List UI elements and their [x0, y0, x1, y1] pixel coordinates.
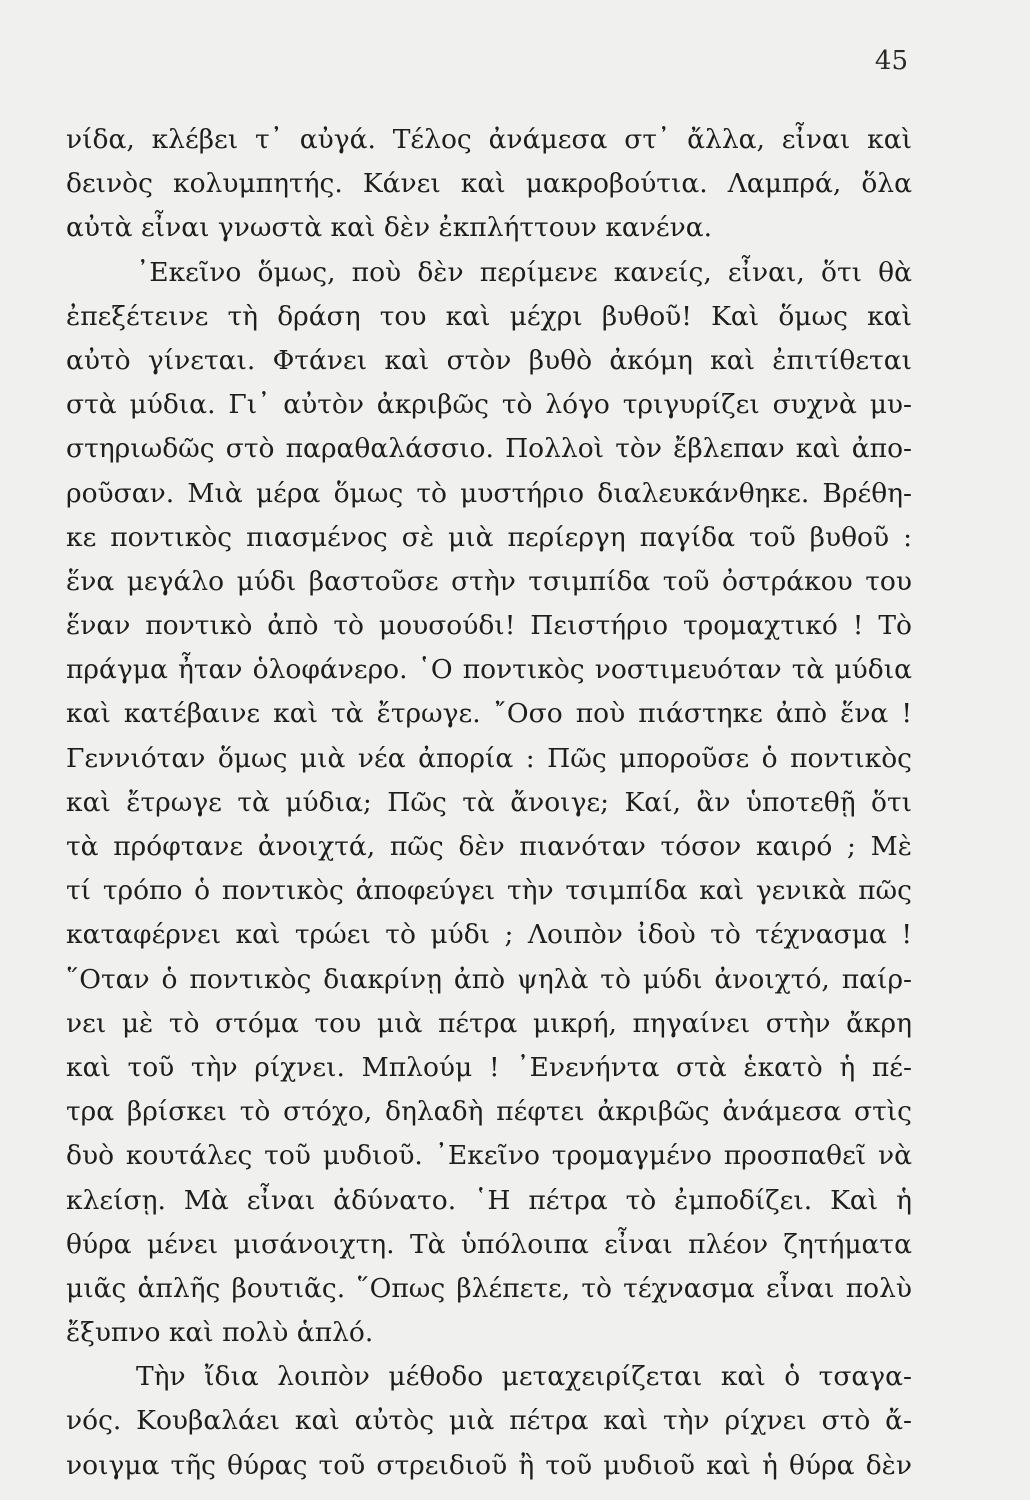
text-line: θύρα μένει μισάνοιχτη. Τὰ ὑπόλοιπα εἶναι πλέον ζητήματα	[66, 1228, 912, 1260]
text-line: μιᾶς ἁπλῆς βουτιᾶς. ῞Οπως βλέπετε, τὸ τέχνασμα εἶναι πολὺ	[66, 1272, 912, 1304]
text-line: Γεννιόταν ὅμως μιὰ νέα ἀπορία : Πῶς μποροῦσε ὁ ποντικὸς	[66, 742, 912, 774]
text-line: νός. Κουβαλάει καὶ αὐτὸς μιὰ πέτρα καὶ τὴν ρίχνει στὸ ἄ-	[66, 1405, 912, 1437]
text-line: καὶ κατέβαινε καὶ τὰ ἔτρωγε. ῎Οσο ποὺ πιάστηκε ἀπὸ ἕνα !	[66, 698, 912, 730]
text-line: τί τρόπο ὁ ποντικὸς ἀποφεύγει τὴν τσιμπίδα καὶ γενικὰ πῶς	[66, 875, 912, 907]
text-line: καταφέρνει καὶ τρώει τὸ μύδι ; Λοιπὸν ἰδοὺ τὸ τέχνασμα !	[66, 919, 912, 951]
text-line: ῞Οταν ὁ ποντικὸς διακρίνῃ ἀπὸ ψηλὰ τὸ μύδι ἀνοιχτό, παίρ-	[66, 963, 912, 995]
text-line: Τὴν ἴδια λοιπὸν μέθοδο μεταχειρίζεται καὶ ὁ τσαγα-	[136, 1361, 912, 1393]
text-line: καὶ ἔτρωγε τὰ μύδια; Πῶς τὰ ἄνοιγε; Καί, ἂν ὑποτεθῇ ὅτι	[66, 786, 912, 818]
text-line: ἕνα μεγάλο μύδι βαστοῦσε στὴν τσιμπίδα τοῦ ὀστράκου του	[66, 565, 912, 597]
text-line: αὐτὸ γίνεται. Φτάνει καὶ στὸν βυθὸ ἀκόμη καὶ ἐπιτίθεται	[66, 344, 912, 376]
text-line: δεινὸς κολυμπητής. Κάνει καὶ μακροβούτια. Λαμπρά, ὅλα	[66, 168, 912, 200]
text-line: πράγμα ἦταν ὁλοφάνερο. ῾Ο ποντικὸς νοστιμευόταν τὰ μύδια	[66, 654, 912, 686]
text-line: ᾽Εκεῖνο ὅμως, ποὺ δὲν περίμενε κανείς, εἶναι, ὅτι θὰ	[136, 256, 912, 288]
text-line: ἐπεξέτεινε τὴ δράση του καὶ μέχρι βυθοῦ! Καὶ ὅμως καὶ	[66, 300, 912, 332]
text-line: τρα βρίσκει τὸ στόχο, δηλαδὴ πέφτει ἀκριβῶς ἀνάμεσα στὶς	[66, 1096, 912, 1128]
text-line: τὰ πρόφτανε ἀνοιχτά, πῶς δὲν πιανόταν τόσον καιρό ; Μὲ	[66, 831, 912, 862]
text-line: νοιγμα τῆς θύρας τοῦ στρειδιοῦ ἢ τοῦ μυδιοῦ καὶ ἡ θύρα δὲν	[66, 1449, 912, 1481]
text-line: ἔξυπνο καὶ πολὺ ἁπλό.	[66, 1317, 374, 1349]
text-line: ἕναν ποντικὸ ἀπὸ τὸ μουσούδι! Πειστήριο τρομαχτικό ! Τὸ	[66, 610, 912, 642]
page-number: 45	[874, 46, 908, 76]
text-line: κε ποντικὸς πιασμένος σὲ μιὰ περίεργη παγίδα τοῦ βυθοῦ :	[66, 521, 912, 553]
text-line: στηριωδῶς στὸ παραθαλάσσιο. Πολλοὶ τὸν ἔβλεπαν καὶ ἀπο-	[66, 433, 912, 465]
text-line: κλείσῃ. Μὰ εἶναι ἀδύνατο. ῾Η πέτρα τὸ ἐμποδίζει. Καὶ ἡ	[66, 1184, 912, 1216]
text-line: καὶ τοῦ τὴν ρίχνει. Μπλούμ ! ᾽Ενενήντα στὰ ἑκατὸ ἡ πέ-	[66, 1051, 912, 1083]
text-line: ροῦσαν. Μιὰ μέρα ὅμως τὸ μυστήριο διαλευκάνθηκε. Βρέθη-	[66, 477, 912, 509]
text-line: δυὸ κουτάλες τοῦ μυδιοῦ. ᾽Εκεῖνο τρομαγμένο προσπαθεῖ νὰ	[66, 1140, 912, 1172]
text-line: νει μὲ τὸ στόμα του μιὰ πέτρα μικρή, πηγαίνει στὴν ἄκρη	[66, 1007, 912, 1039]
body-text	[66, 118, 912, 1488]
text-line: στὰ μύδια. Γι᾽ αὐτὸν ἀκριβῶς τὸ λόγο τριγυρίζει συχνὰ μυ-	[66, 389, 912, 421]
text-line: νίδα, κλέβει τ᾽ αὐγά. Τέλος ἀνάμεσα στ᾽ ἄλλα, εἶναι καὶ	[66, 124, 912, 155]
text-line: αὐτὰ εἶναι γνωστὰ καὶ δὲν ἐκπλήττουν κανένα.	[66, 212, 713, 244]
